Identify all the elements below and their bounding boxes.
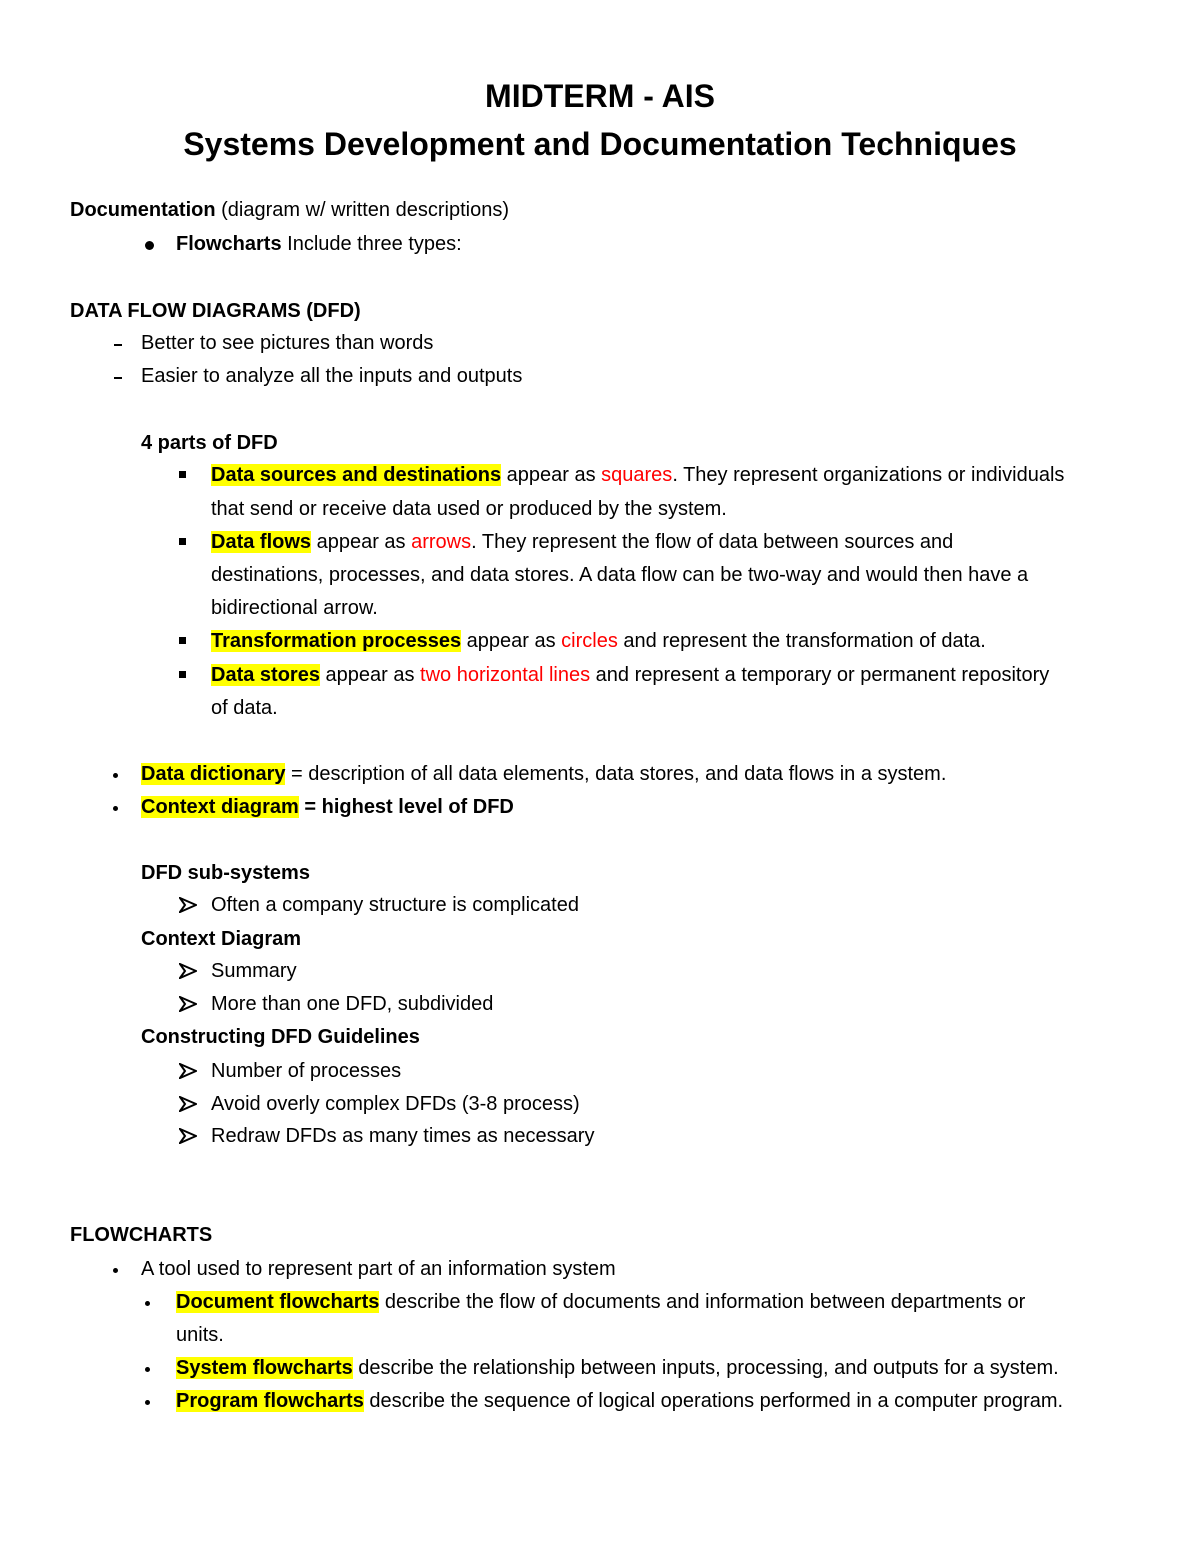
flowchart-type-continuation: units. [176,1324,224,1346]
arrow-bullet-icon [179,1096,197,1112]
part-term: Data sources and destinations [211,464,502,486]
arrow-bullet-icon [179,1128,197,1144]
part-text: . They represent organizations or individuals [672,464,1065,486]
context-diagram-heading: Context Diagram [141,928,302,950]
document-title: MIDTERM - AIS [485,78,715,114]
dfd-part-line [211,529,953,555]
guideline-item: Redraw DFDs as many times as necessary [211,1125,595,1147]
part-text: and represent a temporary or permanent repository [590,664,1050,686]
documentation-line [70,197,509,223]
bullet-dot-icon [145,1301,150,1306]
flowchart-type-line [176,1355,1059,1381]
square-bullet-icon [179,637,186,644]
dfd-part-continuation: bidirectional arrow. [211,597,378,619]
arrow-bullet-icon [179,1063,197,1079]
document-subtitle: Systems Development and Documentation Techniques [183,126,1017,162]
part-text: appear as [461,630,562,652]
bullet-dot-icon [113,773,118,778]
context-desc: = highest level of DFD [298,796,514,818]
guidelines-heading: Constructing DFD Guidelines [141,1026,420,1048]
part-term: Transformation processes [211,630,462,652]
flowchart-type-line [176,1289,1025,1315]
part-text: appear as [501,464,602,486]
documentation-desc: (diagram w/ written descriptions) [215,199,509,221]
flowchart-type-term: Program flowcharts [176,1390,364,1412]
part-text: appear as [319,664,421,686]
part-shape: circles [561,630,618,652]
data-dictionary-line [141,761,946,787]
flowcharts-intro-line [176,231,462,257]
dash-bullet-icon [114,377,122,379]
dfd-parts-heading: 4 parts of DFD [141,432,278,454]
square-bullet-icon [179,471,186,478]
documentation-term: Documentation [70,199,216,221]
dfd-part-continuation: destinations, processes, and data stores. A data flow can be two-way and would then have a [211,564,1029,586]
part-term: Data flows [211,531,312,553]
bullet-dot-icon [145,1367,150,1372]
context-item: Summary [211,960,297,982]
bullet-dot-icon [113,806,118,811]
flowcharts-term: Flowcharts [176,233,282,255]
flowchart-type-desc: describe the flow of documents and information between departments or [379,1291,1026,1313]
dfd-part-continuation: of data. [211,697,278,719]
part-term: Data stores [211,664,320,686]
guideline-item: Avoid overly complex DFDs (3-8 process) [211,1093,580,1115]
flowchart-type-term: System flowcharts [176,1357,353,1379]
context-diagram-line [141,794,514,820]
arrow-bullet-icon [179,963,197,979]
part-text: appear as [311,531,412,553]
part-text: . They represent the flow of data between sources and [471,531,954,553]
flowcharts-main-item: A tool used to represent part of an information system [141,1258,616,1280]
dfd-part-line [211,662,1049,688]
arrow-bullet-icon [179,897,197,913]
context-term: Context diagram [141,796,299,818]
part-shape: squares [601,464,673,486]
flowchart-type-term: Document flowcharts [176,1291,380,1313]
flowchart-type-desc: describe the sequence of logical operations performed in a computer program. [363,1390,1064,1412]
dfd-item: Easier to analyze all the inputs and outputs [141,365,523,387]
subsystems-heading: DFD sub-systems [141,862,310,884]
dfd-part-line [211,628,986,654]
flowcharts-desc: Include three types: [281,233,462,255]
bullet-dot-icon [113,1268,118,1273]
square-bullet-icon [179,538,186,545]
flowchart-type-line [176,1388,1063,1414]
dictionary-term: Data dictionary [141,763,286,785]
flowcharts-heading: FLOWCHARTS [70,1224,213,1246]
dfd-part-continuation: that send or receive data used or produced by the system. [211,498,727,520]
arrow-bullet-icon [179,996,197,1012]
part-text: and represent the transformation of data. [617,630,986,652]
subsystems-item: Often a company structure is complicated [211,894,579,916]
bullet-dot-icon [145,1400,150,1405]
dfd-item: Better to see pictures than words [141,332,434,354]
dfd-part-line [211,462,1064,488]
square-bullet-icon [179,671,186,678]
dictionary-desc: = description of all data elements, data stores, and data flows in a system. [285,763,947,785]
part-shape: two horizontal lines [420,664,591,686]
flowchart-type-desc: describe the relationship between inputs, processing, and outputs for a system. [352,1357,1059,1379]
dfd-heading: DATA FLOW DIAGRAMS (DFD) [70,300,361,322]
bullet-dot-icon [145,241,154,250]
guideline-item: Number of processes [211,1060,402,1082]
context-item: More than one DFD, subdivided [211,993,494,1015]
part-shape: arrows [411,531,472,553]
dash-bullet-icon [114,344,122,346]
